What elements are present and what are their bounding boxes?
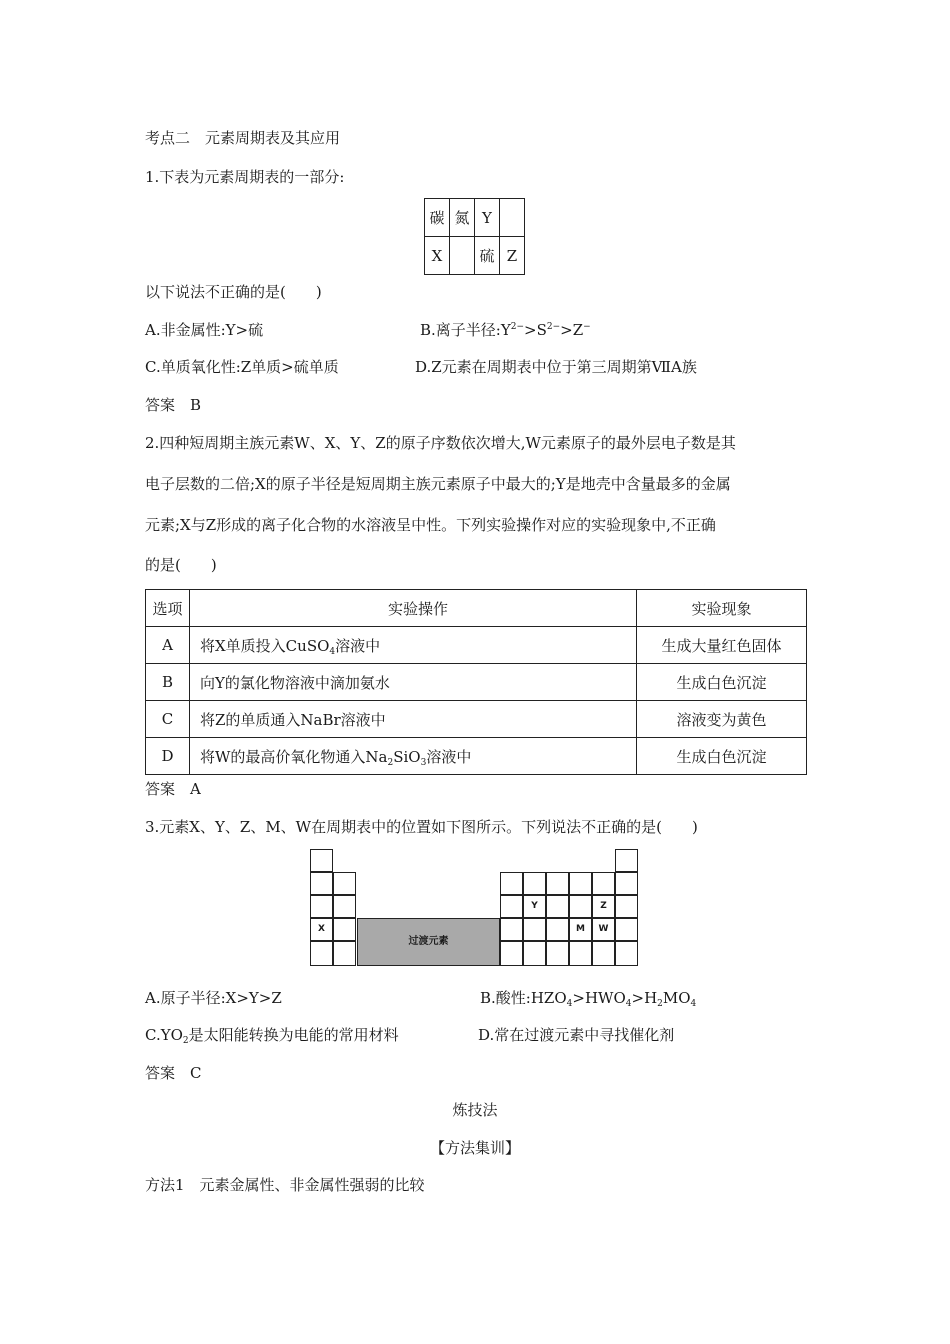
row-option: C — [146, 701, 190, 738]
pt-cell — [569, 895, 592, 918]
pt-cell — [500, 941, 523, 966]
row-option: B — [146, 664, 190, 701]
table-row — [146, 738, 807, 775]
table-row — [146, 664, 807, 701]
pt-cell — [333, 941, 356, 966]
pt-cell — [615, 895, 638, 918]
pt1-cell: X — [425, 237, 450, 275]
pt-cell-w: W — [592, 918, 615, 941]
pt-cell — [615, 941, 638, 966]
pt-cell-y: Y — [523, 895, 546, 918]
pt-cell — [592, 872, 615, 895]
q1-answer: 答案 B — [145, 396, 202, 414]
pt-cell — [333, 918, 356, 941]
header-operation: 实验操作 — [190, 590, 637, 627]
pt-cell — [310, 872, 333, 895]
pt-cell — [615, 918, 638, 941]
q1-option-b: B.离子半径$:Y^{2-}>S^{2-}>Z^-$ — [420, 321, 591, 339]
pt-cell — [310, 895, 333, 918]
section-title: 考点二 元素周期表及其应用 — [145, 129, 341, 147]
q1-stem: 1.下表为元素周期表的一部分: — [145, 168, 345, 186]
pt1-cell: 碳 — [425, 199, 450, 237]
pt-cell — [546, 941, 569, 966]
q2-experiment-table — [145, 589, 807, 775]
row-result: 生成大量红色固体 — [637, 627, 807, 664]
pt-cell-x: X — [310, 918, 333, 941]
row-option: D — [146, 738, 190, 775]
header-phenomenon: 实验现象 — [637, 590, 807, 627]
pt-cell — [523, 941, 546, 966]
row-operation: 向Y的氯化物溶液中滴加氨水 — [190, 664, 637, 701]
q1-periodic-table — [424, 198, 525, 275]
table-row — [146, 627, 807, 664]
q2-answer: 答案 A — [145, 780, 201, 798]
pt-cell — [500, 895, 523, 918]
q3-stem: 3.元素X、Y、Z、M、W在周期表中的位置如下图所示。下列说法不正确的是( ) — [145, 818, 698, 836]
pt-cell — [546, 872, 569, 895]
pt1-cell — [450, 237, 475, 275]
q3-periodic-table-diagram — [310, 849, 640, 966]
q3-option-c: $C.YO_2$是太阳能转换为电能的常用材料 — [145, 1026, 399, 1046]
q1-option-a: A.非金属性:Y>硫 — [145, 321, 264, 339]
pt1-cell: Z — [500, 237, 525, 275]
pt-cell — [500, 918, 523, 941]
heading-practice: 炼技法 — [452, 1101, 498, 1119]
q2-stem-line3: 元素;X与Z形成的离子化合物的水溶液呈中性。下列实验操作对应的实验现象中,不正确 — [145, 516, 716, 534]
pt-cell — [333, 872, 356, 895]
pt-cell — [546, 895, 569, 918]
pt-cell-z: Z — [592, 895, 615, 918]
row-result: 生成白色沉淀 — [637, 738, 807, 775]
pt-cell — [523, 872, 546, 895]
row-result: 生成白色沉淀 — [637, 664, 807, 701]
pt-cell — [569, 872, 592, 895]
pt1-cell: 氮 — [450, 199, 475, 237]
pt1-cell: Y — [475, 199, 500, 237]
header-option: 选项 — [146, 590, 190, 627]
table-row — [146, 701, 807, 738]
pt1-cell: 硫 — [475, 237, 500, 275]
heading-methods: 【方法集训】 — [429, 1139, 520, 1157]
pt-cell — [592, 941, 615, 966]
row-result: 溶液变为黄色 — [637, 701, 807, 738]
pt-cell — [310, 849, 333, 872]
q1-prompt: 以下说法不正确的是( ) — [145, 283, 322, 301]
q3-option-d: D.常在过渡元素中寻找催化剂 — [478, 1026, 675, 1044]
pt-cell — [546, 918, 569, 941]
row-option: A — [146, 627, 190, 664]
row-operation: 将W的最高价氧化物通入$Na_2SiO_3$溶液中 — [190, 738, 637, 775]
q3-option-b: B.酸性$:HZO_4>HWO_4>H_2MO_4$ — [480, 989, 697, 1009]
q2-stem-line1: 2.四种短周期主族元素W、X、Y、Z的原子序数依次增大,W元素原子的最外层电子数是其 — [145, 434, 736, 452]
q3-option-a: A.原子半径:X>Y>Z — [145, 989, 282, 1007]
pt-cell-m: M — [569, 918, 592, 941]
pt-cell — [615, 849, 638, 872]
pt-cell — [615, 872, 638, 895]
pt-cell — [310, 941, 333, 966]
pt-cell — [569, 941, 592, 966]
row-operation: 将X单质投入CuSO$_4$溶液中 — [190, 627, 637, 664]
q3-answer: 答案 C — [145, 1064, 202, 1082]
table-header-row — [146, 590, 807, 627]
pt-cell — [500, 872, 523, 895]
row-operation: 将Z的单质通入NaBr溶液中 — [190, 701, 637, 738]
q2-stem-line2: 电子层数的二倍;X的原子半径是短周期主族元素原子中最大的;Y是地壳中含量最多的金属 — [145, 475, 731, 493]
pt-cell — [523, 918, 546, 941]
q1-option-d: D.Z元素在周期表中位于第三周期第ⅦA族 — [415, 358, 697, 376]
pt-cell — [333, 895, 356, 918]
pt1-cell — [500, 199, 525, 237]
transition-elements-block: 过渡元素 — [357, 918, 500, 966]
q2-stem-line4: 的是( ) — [145, 556, 217, 574]
q1-option-c: C.单质氧化性:Z单质>硫单质 — [145, 358, 339, 376]
method1-title: 方法1 元素金属性、非金属性强弱的比较 — [145, 1176, 425, 1194]
